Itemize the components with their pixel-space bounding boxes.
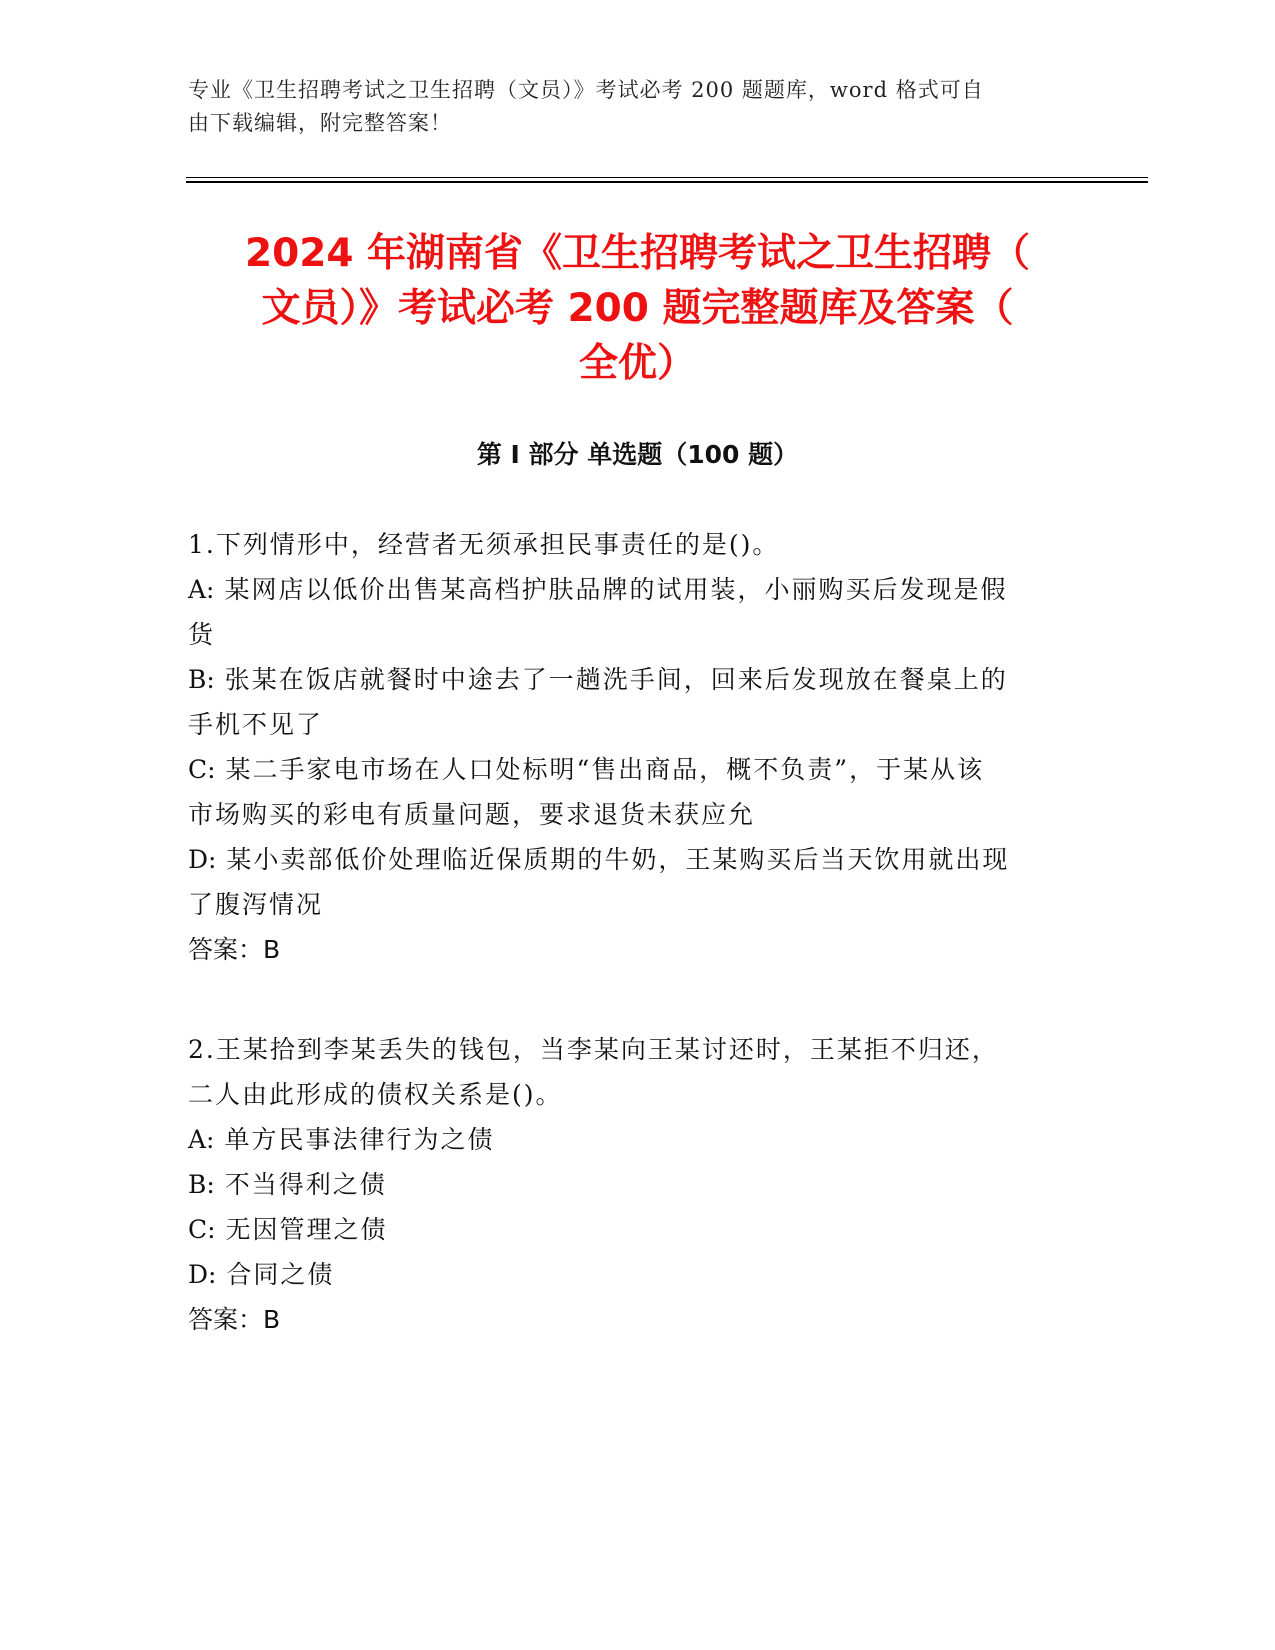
option-letter: B:	[188, 1170, 215, 1199]
option-text: 某网店以低价出售某高档护肤品牌的试用装，小丽购买后发现是假	[224, 575, 1008, 604]
option-text: 单方民事法律行为之债	[224, 1125, 495, 1154]
option-letter: C:	[188, 1215, 216, 1244]
option-letter: B:	[188, 665, 215, 694]
option-letter: A:	[188, 1125, 215, 1154]
header-note-line: 专业《卫生招聘考试之卫生招聘（文员）》考试必考 200 题题库，word 格式可自	[188, 78, 984, 102]
option-text: 某二手家电市场在人口处标明“售出商品，概不负责”，于某从该	[225, 755, 985, 784]
question-stem: 二人由此形成的债权关系是()。	[188, 1080, 563, 1109]
option-continuation: 市场购买的彩电有质量问题，要求退货未获应允	[188, 800, 756, 829]
document-title-line: 文员）》考试必考 200 题完整题库及答案（	[261, 286, 1014, 331]
answer-line: 答案：B	[188, 1305, 281, 1334]
option-continuation: 货	[188, 620, 216, 649]
option-line	[188, 1252, 1068, 1297]
question-item	[188, 522, 1068, 972]
question-list	[188, 522, 1068, 1397]
option-line	[188, 1162, 1068, 1207]
question-item	[188, 1027, 1068, 1342]
option-text: 张某在饭店就餐时中途去了一趟洗手间，回来后发现放在餐桌上的	[224, 665, 1008, 694]
document-title-line: 2024 年湖南省《卫生招聘考试之卫生招聘（	[244, 231, 1031, 276]
option-line	[188, 1207, 1068, 1252]
question-stem: 1.下列情形中，经营者无须承担民事责任的是()。	[188, 530, 780, 559]
option-line	[188, 747, 1068, 792]
option-letter: D:	[188, 845, 217, 874]
option-text: 合同之债	[226, 1260, 335, 1289]
document-title-line: 全优）	[578, 341, 696, 386]
option-continuation: 了腹泻情况	[188, 890, 324, 919]
option-letter: C:	[188, 755, 216, 784]
header-note-line: 由下载编辑，附完整答案！	[188, 111, 452, 135]
section-title: 第 I 部分 单选题（100 题）	[476, 440, 799, 469]
option-line	[188, 1117, 1068, 1162]
option-text: 无因管理之债	[225, 1215, 388, 1244]
option-continuation: 手机不见了	[188, 710, 324, 739]
option-letter: A:	[188, 575, 215, 604]
question-stem: 2.王某拾到李某丢失的钱包，当李某向王某讨还时，王某拒不归还，	[188, 1035, 999, 1064]
header-divider-thick	[186, 181, 1148, 183]
option-line	[188, 567, 1068, 612]
option-text: 某小卖部低价处理临近保质期的牛奶，王某购买后当天饮用就出现	[226, 845, 1010, 874]
option-line	[188, 837, 1068, 882]
answer-line: 答案：B	[188, 935, 281, 964]
option-line	[188, 657, 1068, 702]
option-letter: D:	[188, 1260, 217, 1289]
option-text: 不当得利之债	[224, 1170, 387, 1199]
header-note	[188, 74, 1068, 140]
header-divider-thin	[186, 177, 1148, 178]
document-title	[160, 226, 1115, 391]
